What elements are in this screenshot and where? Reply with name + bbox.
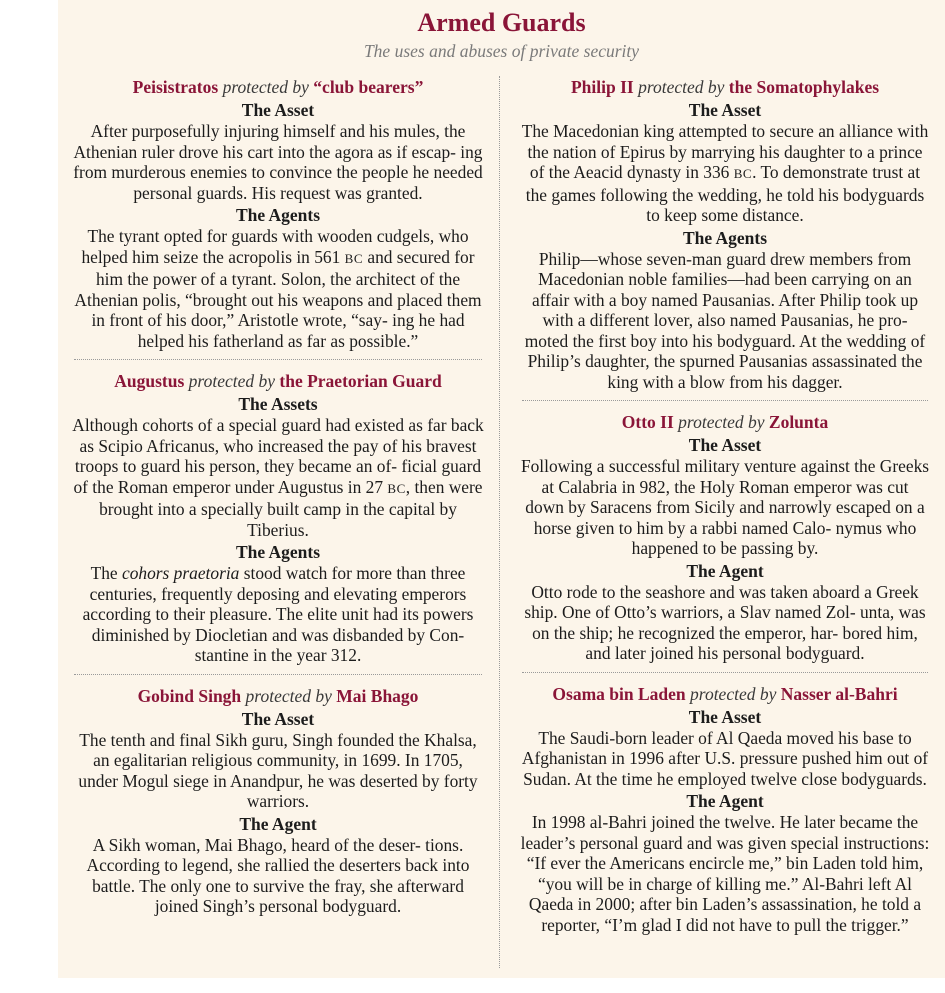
entry-title xyxy=(72,76,484,98)
asset-heading: The Assets xyxy=(238,394,318,414)
entry-augustus xyxy=(72,370,484,666)
asset-text xyxy=(72,415,484,540)
protected-by-label: protected by xyxy=(245,685,332,706)
protected-by-label: protected by xyxy=(222,77,309,97)
asset-heading: The Asset xyxy=(688,100,762,120)
guard-name: Mai Bhago xyxy=(336,685,419,706)
era-label: BC xyxy=(733,166,753,181)
asset-text-part: . To demonstrate trust at the games following the wedding, he told his bodyguards to keep some distance. xyxy=(525,162,925,225)
asset-text: After purposefully injuring himself and his mules, the Athenian ruler drove his cart into the agora as if escap- ing from murderous enemies to convince the people he needed personal guards. His request was granted. xyxy=(73,121,483,203)
entry-separator xyxy=(74,359,482,360)
asset-heading: The Asset xyxy=(688,435,762,455)
article-panel xyxy=(58,0,945,978)
entry-gobind-singh xyxy=(72,685,484,917)
guard-name: the Praetorian Guard xyxy=(279,371,442,391)
asset-text: The tenth and final Sikh guru, Singh founded the Khalsa, an egalitarian religious community, in 1699. In 1705, under Mogul siege in Anandpur, he was deserted by forty warriors. xyxy=(78,729,478,811)
entry-title xyxy=(72,685,484,707)
asset-text-part: , then were brought into a specially built camp in the capital by Tiberius. xyxy=(99,476,483,540)
guard-name: Nasser al-Bahri xyxy=(780,683,898,704)
asset-text: Following a successful military venture against the Greeks at Calabria in 982, the Holy Roman emperor was cut down by Saracens from Sicily and narrowly escaped on a horse given to him by a rabbi named Calo- nymus who happened to be passing by. xyxy=(520,456,930,558)
agents-heading: The Agent xyxy=(239,813,317,834)
asset-text-part: Although cohorts of a special guard had existed as far back as Scipio Africanus, who increased the pay of his bravest troops to guard his person, they became an of- ficial guard of the Roman emperor under Augustus in 27 xyxy=(72,415,484,497)
agents-heading: The Agents xyxy=(235,205,321,225)
right-column xyxy=(520,76,930,935)
agents-text-part: stood watch for more than three centuries, frequently deposing and elevating emperors according to their pleasure. The elite unit had its powers diminished by Diocletian and was disbanded by Con- stantine in the year 312. xyxy=(82,563,474,665)
protected-by-label: protected by xyxy=(690,683,777,704)
guard-name: Zolunta xyxy=(768,412,829,432)
agents-text xyxy=(72,563,484,666)
entry-title xyxy=(72,370,484,392)
agents-text-part: The tyrant opted for guards with wooden cudgels, who helped him seize the acropolis in 561 xyxy=(81,226,469,267)
agents-italic-term: cohors praetoria xyxy=(121,563,240,583)
entry-separator xyxy=(522,400,928,401)
entry-title xyxy=(520,683,930,705)
agents-text: A Sikh woman, Mai Bhago, heard of the deser- tions. According to legend, she rallied the deserters back into battle. The only one to survive the fray, she afterward joined Singh’s personal bodyguard. xyxy=(86,834,470,916)
ruler-name: Otto II xyxy=(621,412,674,432)
ruler-name: Peisistratos xyxy=(132,77,219,97)
protected-by-label: protected by xyxy=(638,77,725,97)
protected-by-label: protected by xyxy=(188,371,276,391)
ruler-name: Osama bin Laden xyxy=(552,683,686,704)
entry-title xyxy=(520,411,930,433)
era-label: BC xyxy=(387,480,406,496)
page-subtitle: The uses and abuses of private security xyxy=(363,41,640,61)
asset-text xyxy=(520,121,930,226)
guard-name: “club bearers” xyxy=(313,77,424,97)
era-label: BC xyxy=(344,250,363,266)
header xyxy=(58,8,945,62)
left-column xyxy=(72,76,484,917)
agents-text xyxy=(72,226,484,351)
agents-text-part: The xyxy=(90,563,122,583)
ruler-name: Augustus xyxy=(114,371,185,391)
agents-text: Philip—whose seven-man guard drew members from Macedonian noble families—had been carrying on an affair with a boy named Pausanias. After Philip took up with a different lover, also named Pausanias, he pro- moted the first boy into his bodyguard. At the wedding of Philip’s daughter, the spurned Pausanias assassinated the king with a blow from his dagger. xyxy=(524,248,926,392)
guard-name: the Somatophylakes xyxy=(728,77,880,97)
agents-heading: The Agent xyxy=(686,560,764,581)
entry-separator xyxy=(522,672,928,673)
entry-separator xyxy=(74,674,482,675)
agents-text: Otto rode to the seashore and was taken aboard a Greek ship. One of Otto’s warriors, a Slav named Zol- unta, was on the ship; he recognized the emperor, har- bored him, and later joined his personal bodyguard. xyxy=(524,581,926,663)
entry-osama-bin-laden xyxy=(520,683,930,936)
asset-text: The Saudi-born leader of Al Qaeda moved his base to Afghanistan in 1996 after U.S. pressure pushed him out of Sudan. At the time he employed twelve close bodyguards. xyxy=(521,727,929,789)
asset-heading: The Asset xyxy=(688,706,762,727)
ruler-name: Gobind Singh xyxy=(137,685,242,706)
agents-heading: The Agents xyxy=(682,227,768,248)
entry-title xyxy=(520,76,930,98)
agents-text: In 1998 al-Bahri joined the twelve. He later became the leader’s personal guard and was given special instructions: “If ever the Americans encircle me,” bin Laden told him, “you will be in charge of killing me.” Al-Bahri left Al Qaeda in 2000; after bin Laden’s assassination, he told a reporter, “I’m glad I did not have to pull the trigger.” xyxy=(520,812,930,935)
asset-text-part: The Macedonian king attempted to secure an alliance with the nation of Epirus by marrying his daughter to a prince of the Aeacid dynasty in 336 xyxy=(521,121,929,182)
entry-peisistratos xyxy=(72,76,484,351)
column-divider xyxy=(499,76,500,968)
asset-heading: The Asset xyxy=(241,100,315,120)
ruler-name: Philip II xyxy=(570,77,634,97)
agents-heading: The Agent xyxy=(686,791,764,811)
protected-by-label: protected by xyxy=(678,412,765,432)
agents-text-part: and secured for him the power of a tyrant. Solon, the architect of the Athenian polis, “brought out his weapons and placed them in front of his door,” Aristotle wrote, “say- ing he had helped his fatherland as far as possible.” xyxy=(74,246,482,351)
entry-philip-ii xyxy=(520,76,930,392)
page-title: Armed Guards xyxy=(417,8,586,37)
asset-heading: The Asset xyxy=(241,708,315,729)
entry-otto-ii xyxy=(520,411,930,664)
agents-heading: The Agents xyxy=(235,542,321,562)
